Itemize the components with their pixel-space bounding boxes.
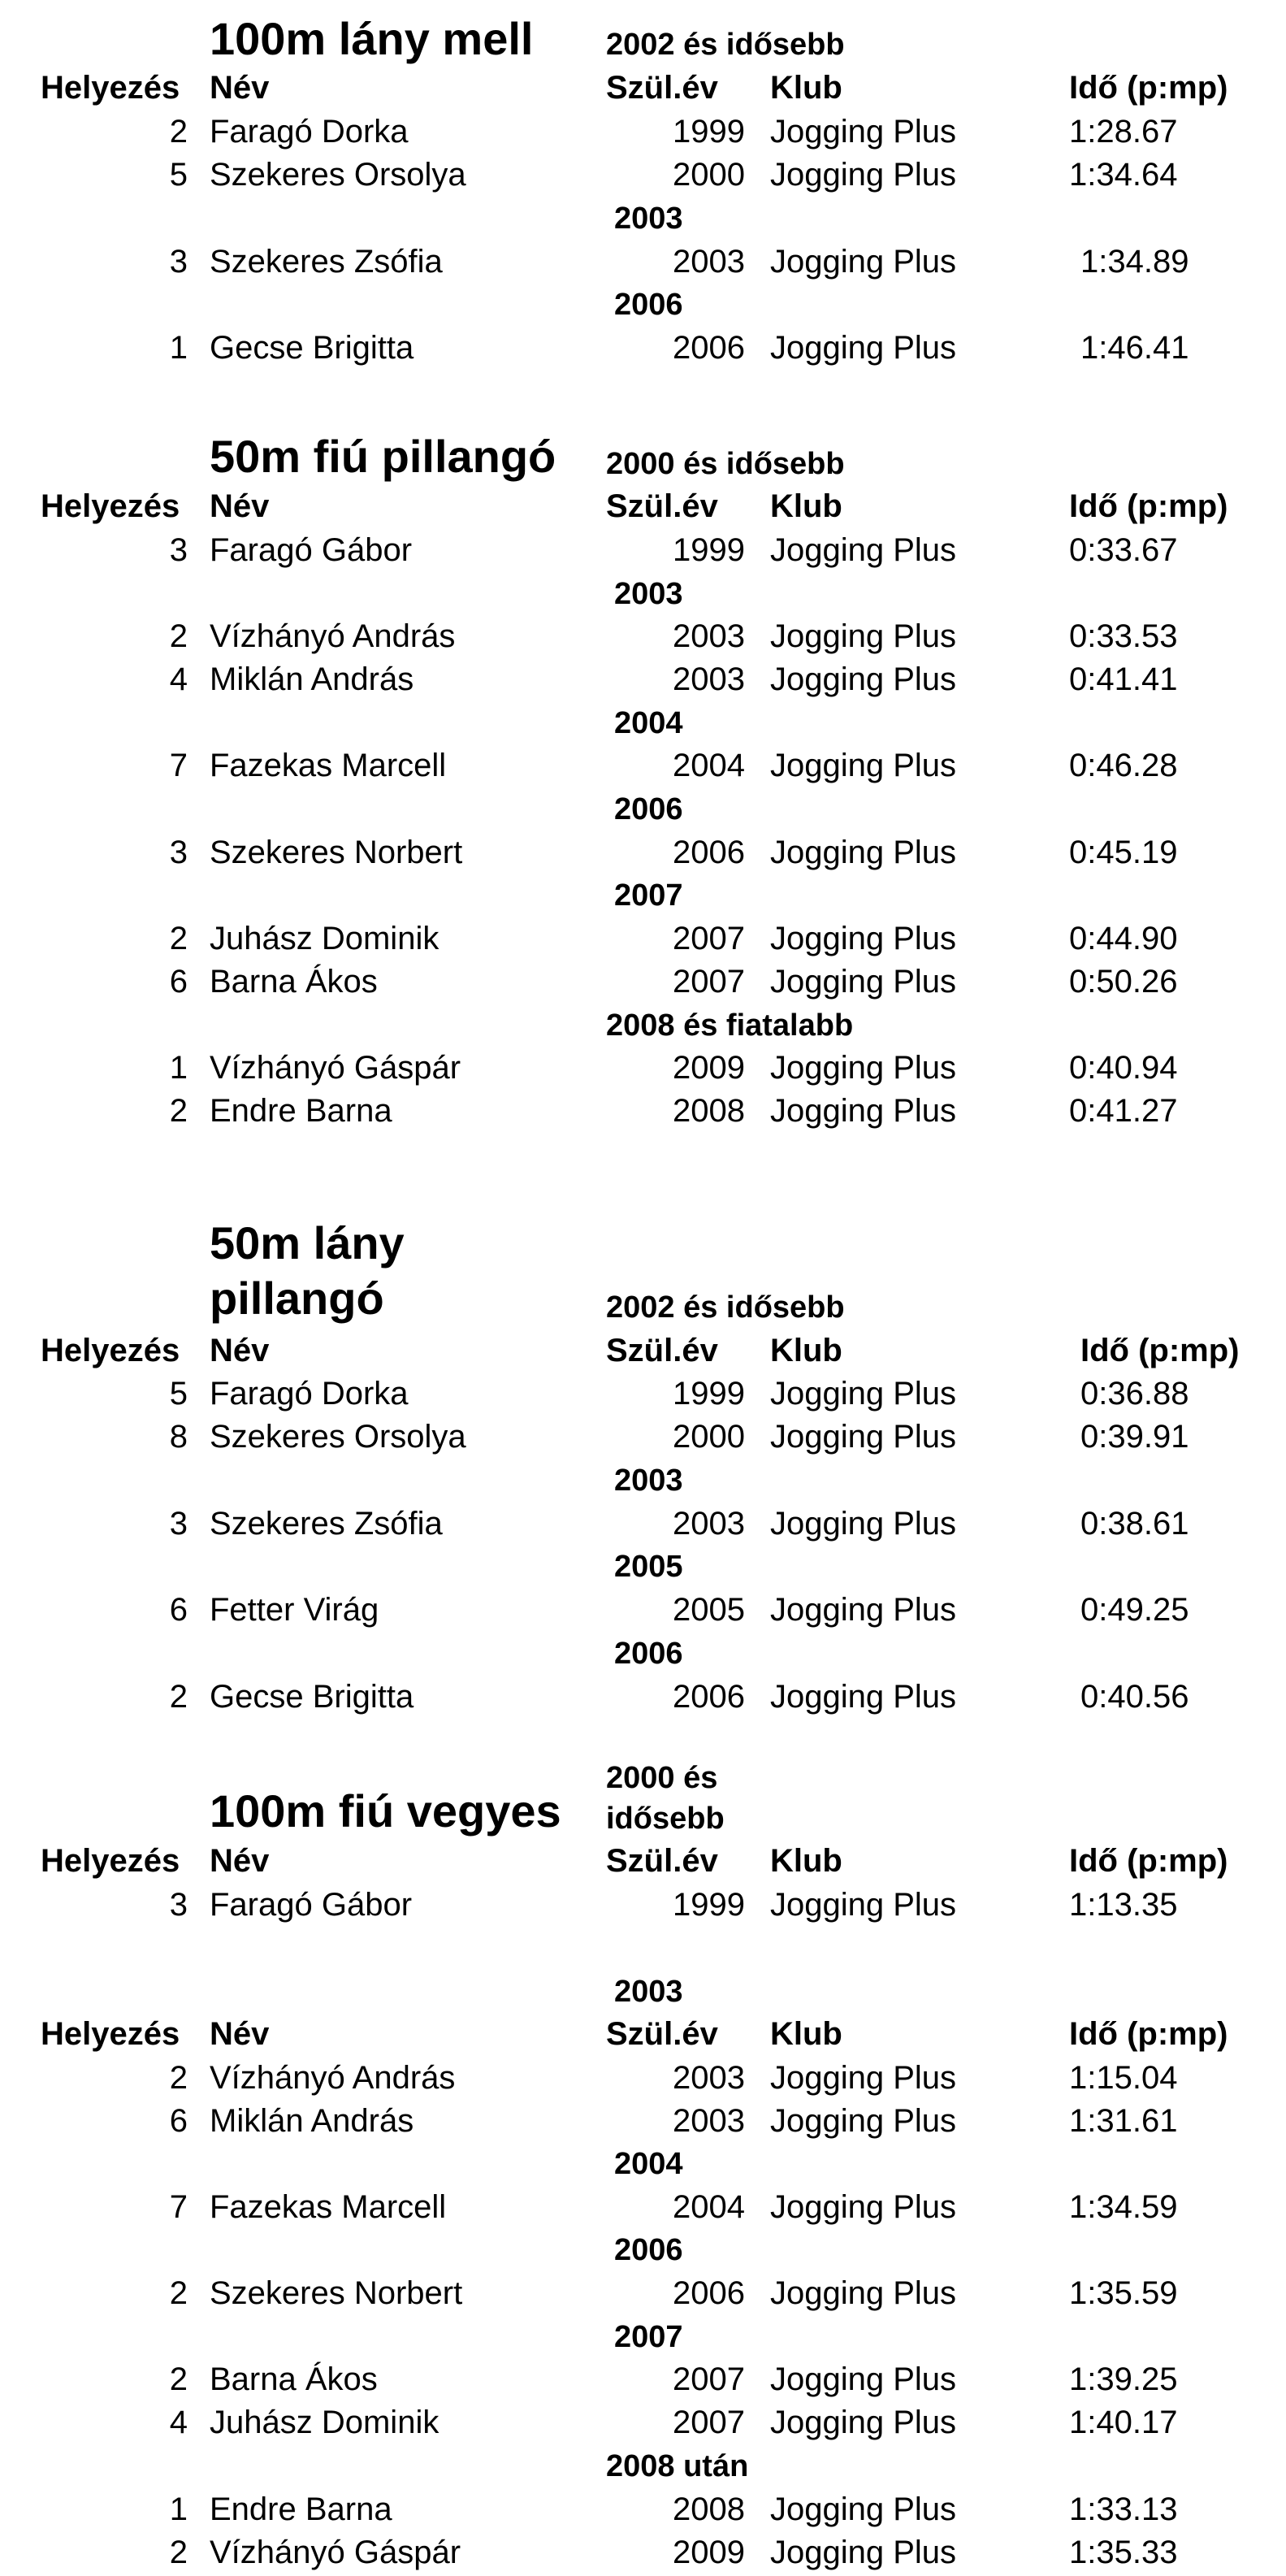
header-name: Név — [210, 70, 270, 106]
category-label: 2003 — [614, 1464, 683, 1498]
row-year: 2006 — [673, 835, 745, 870]
row-place: 4 — [169, 2405, 188, 2440]
row-place: 6 — [169, 964, 188, 1000]
row-name: Faragó Gábor — [210, 532, 413, 568]
row-name: Fazekas Marcell — [210, 748, 447, 783]
row-year: 2005 — [673, 1592, 745, 1628]
header-name: Név — [210, 488, 270, 524]
row-place: 3 — [169, 1506, 188, 1542]
category-label: 2007 — [614, 878, 683, 913]
header-name: Név — [210, 1333, 270, 1368]
header-placement: Helyezés — [41, 488, 180, 524]
row-place: 2 — [169, 1679, 188, 1715]
row-place: 3 — [169, 835, 188, 870]
row-time: 1:28.67 — [1069, 114, 1178, 150]
row-name: Szekeres Norbert — [210, 2275, 463, 2311]
row-place: 3 — [169, 532, 188, 568]
row-time: 0:33.53 — [1069, 618, 1178, 654]
header-name: Név — [210, 2016, 270, 2052]
row-name: Szekeres Orsolya — [210, 1419, 466, 1455]
row-name: Vízhányó Gáspár — [210, 1050, 461, 1086]
category-label: 2002 és idősebb — [606, 1290, 845, 1325]
row-place: 5 — [169, 157, 188, 193]
row-time: 1:34.89 — [1080, 244, 1189, 280]
row-year: 2006 — [673, 2275, 745, 2311]
row-time: 0:33.67 — [1069, 532, 1178, 568]
row-year: 1999 — [673, 532, 745, 568]
row-name: Miklán András — [210, 661, 414, 697]
row-name: Szekeres Zsófia — [210, 1506, 443, 1542]
row-place: 7 — [169, 2189, 188, 2225]
row-club: Jogging Plus — [770, 1093, 957, 1129]
header-birth-year: Szül.év — [606, 1333, 718, 1368]
row-time: 0:39.91 — [1080, 1419, 1189, 1455]
row-club: Jogging Plus — [770, 1592, 957, 1628]
row-name: Szekeres Orsolya — [210, 157, 466, 193]
row-place: 6 — [169, 1592, 188, 1628]
header-birth-year: Szül.év — [606, 2016, 718, 2052]
row-time: 1:46.41 — [1080, 330, 1189, 366]
row-name: Szekeres Zsófia — [210, 244, 443, 280]
header-club: Klub — [770, 1843, 842, 1879]
row-year: 2000 — [673, 1419, 745, 1455]
row-time: 1:40.17 — [1069, 2405, 1178, 2440]
category-label: 2008 és fiatalabb — [606, 1008, 854, 1043]
category-label: 2003 — [614, 1975, 683, 2009]
row-place: 2 — [169, 1093, 188, 1129]
row-place: 2 — [169, 921, 188, 956]
row-time: 1:15.04 — [1069, 2060, 1178, 2096]
row-time: 0:49.25 — [1080, 1592, 1189, 1628]
row-place: 1 — [169, 2491, 188, 2527]
header-time: Idő (p:mp) — [1069, 2016, 1228, 2052]
row-year: 2007 — [673, 2405, 745, 2440]
header-name: Név — [210, 1843, 270, 1879]
row-club: Jogging Plus — [770, 921, 957, 956]
row-club: Jogging Plus — [770, 1376, 957, 1412]
row-club: Jogging Plus — [770, 2060, 957, 2096]
row-year: 2008 — [673, 1093, 745, 1129]
row-club: Jogging Plus — [770, 244, 957, 280]
category-label: 2003 — [614, 202, 683, 236]
row-name: Miklán András — [210, 2103, 414, 2139]
row-name: Gecse Brigitta — [210, 330, 414, 366]
row-name: Vízhányó András — [210, 618, 456, 654]
row-club: Jogging Plus — [770, 1050, 957, 1086]
header-time: Idő (p:mp) — [1069, 488, 1228, 524]
row-club: Jogging Plus — [770, 1887, 957, 1923]
row-place: 2 — [169, 618, 188, 654]
category-label: 2002 és idősebb — [606, 28, 845, 62]
row-year: 2003 — [673, 2103, 745, 2139]
row-name: Endre Barna — [210, 2491, 392, 2527]
row-club: Jogging Plus — [770, 532, 957, 568]
row-name: Vízhányó András — [210, 2060, 456, 2096]
row-time: 0:50.26 — [1069, 964, 1178, 1000]
row-place: 3 — [169, 1887, 188, 1923]
category-label-line2: idősebb — [606, 1802, 725, 1836]
category-label: 2006 — [614, 1637, 683, 1671]
row-club: Jogging Plus — [770, 2491, 957, 2527]
row-place: 3 — [169, 244, 188, 280]
row-time: 1:39.25 — [1069, 2361, 1178, 2397]
row-year: 1999 — [673, 1376, 745, 1412]
row-club: Jogging Plus — [770, 330, 957, 366]
row-place: 2 — [169, 114, 188, 150]
row-year: 2008 — [673, 2491, 745, 2527]
row-time: 0:40.94 — [1069, 1050, 1178, 1086]
category-label: 2005 — [614, 1550, 683, 1584]
row-place: 2 — [169, 2275, 188, 2311]
row-year: 2003 — [673, 1506, 745, 1542]
row-year: 2004 — [673, 2189, 745, 2225]
row-club: Jogging Plus — [770, 748, 957, 783]
row-time: 1:35.33 — [1069, 2535, 1178, 2570]
header-birth-year: Szül.év — [606, 70, 718, 106]
row-club: Jogging Plus — [770, 1506, 957, 1542]
row-club: Jogging Plus — [770, 157, 957, 193]
row-year: 2007 — [673, 2361, 745, 2397]
row-time: 0:41.27 — [1069, 1093, 1178, 1129]
row-name: Szekeres Norbert — [210, 835, 463, 870]
header-placement: Helyezés — [41, 2016, 180, 2052]
row-place: 6 — [169, 2103, 188, 2139]
category-label-line1: 2000 és — [606, 1761, 718, 1795]
header-club: Klub — [770, 488, 842, 524]
header-time: Idő (p:mp) — [1069, 70, 1228, 106]
row-name: Vízhányó Gáspár — [210, 2535, 461, 2570]
header-birth-year: Szül.év — [606, 1843, 718, 1879]
category-label: 2006 — [614, 2233, 683, 2267]
header-placement: Helyezés — [41, 1843, 180, 1879]
header-time: Idő (p:mp) — [1069, 1843, 1228, 1879]
header-time: Idő (p:mp) — [1080, 1333, 1240, 1368]
row-place: 1 — [169, 330, 188, 366]
row-year: 2003 — [673, 661, 745, 697]
row-place: 2 — [169, 2361, 188, 2397]
row-name: Faragó Dorka — [210, 114, 409, 150]
row-time: 1:13.35 — [1069, 1887, 1178, 1923]
row-name: Endre Barna — [210, 1093, 392, 1129]
row-time: 0:38.61 — [1080, 1506, 1189, 1542]
row-name: Fazekas Marcell — [210, 2189, 447, 2225]
row-club: Jogging Plus — [770, 835, 957, 870]
header-placement: Helyezés — [41, 70, 180, 106]
row-year: 2007 — [673, 921, 745, 956]
row-name: Faragó Gábor — [210, 1887, 413, 1923]
row-year: 1999 — [673, 1887, 745, 1923]
row-year: 2003 — [673, 2060, 745, 2096]
header-club: Klub — [770, 70, 842, 106]
category-label: 2006 — [614, 288, 683, 322]
row-club: Jogging Plus — [770, 2189, 957, 2225]
row-time: 1:33.13 — [1069, 2491, 1178, 2527]
row-place: 2 — [169, 2535, 188, 2570]
category-label: 2006 — [614, 792, 683, 826]
row-year: 2006 — [673, 1679, 745, 1715]
row-year: 1999 — [673, 114, 745, 150]
category-label: 2004 — [614, 2147, 683, 2181]
row-place: 5 — [169, 1376, 188, 1412]
row-year: 2006 — [673, 330, 745, 366]
category-label: 2007 — [614, 2320, 683, 2354]
row-name: Barna Ákos — [210, 2361, 378, 2397]
event-title: 100m lány mell — [210, 13, 534, 64]
row-club: Jogging Plus — [770, 2535, 957, 2570]
row-place: 2 — [169, 2060, 188, 2096]
row-club: Jogging Plus — [770, 1679, 957, 1715]
row-club: Jogging Plus — [770, 2405, 957, 2440]
row-club: Jogging Plus — [770, 618, 957, 654]
row-year: 2000 — [673, 157, 745, 193]
header-club: Klub — [770, 2016, 842, 2052]
row-name: Faragó Dorka — [210, 1376, 409, 1412]
row-time: 0:36.88 — [1080, 1376, 1189, 1412]
row-name: Juhász Dominik — [210, 921, 439, 956]
row-name: Gecse Brigitta — [210, 1679, 414, 1715]
row-year: 2004 — [673, 748, 745, 783]
row-time: 0:44.90 — [1069, 921, 1178, 956]
row-place: 1 — [169, 1050, 188, 1086]
row-year: 2003 — [673, 618, 745, 654]
row-time: 1:34.64 — [1069, 157, 1178, 193]
row-time: 1:31.61 — [1069, 2103, 1178, 2139]
category-label: 2004 — [614, 706, 683, 740]
row-name: Barna Ákos — [210, 964, 378, 1000]
event-title-line1: 50m lány — [210, 1217, 405, 1268]
header-placement: Helyezés — [41, 1333, 180, 1368]
row-year: 2003 — [673, 244, 745, 280]
row-club: Jogging Plus — [770, 114, 957, 150]
row-place: 7 — [169, 748, 188, 783]
row-club: Jogging Plus — [770, 964, 957, 1000]
row-club: Jogging Plus — [770, 1419, 957, 1455]
row-time: 1:34.59 — [1069, 2189, 1178, 2225]
event-title: 50m fiú pillangó — [210, 431, 556, 482]
row-club: Jogging Plus — [770, 661, 957, 697]
header-club: Klub — [770, 1333, 842, 1368]
row-year: 2009 — [673, 1050, 745, 1086]
row-time: 1:35.59 — [1069, 2275, 1178, 2311]
row-time: 0:41.41 — [1069, 661, 1178, 697]
category-label: 2003 — [614, 577, 683, 611]
row-time: 0:45.19 — [1069, 835, 1178, 870]
row-name: Juhász Dominik — [210, 2405, 439, 2440]
event-title: 100m fiú vegyes — [210, 1785, 561, 1837]
row-club: Jogging Plus — [770, 2103, 957, 2139]
row-name: Fetter Virág — [210, 1592, 379, 1628]
row-club: Jogging Plus — [770, 2361, 957, 2397]
row-year: 2007 — [673, 964, 745, 1000]
row-club: Jogging Plus — [770, 2275, 957, 2311]
header-birth-year: Szül.év — [606, 488, 718, 524]
row-place: 4 — [169, 661, 188, 697]
row-time: 0:46.28 — [1069, 748, 1178, 783]
event-title-line2: pillangó — [210, 1273, 384, 1324]
row-place: 8 — [169, 1419, 188, 1455]
row-time: 0:40.56 — [1080, 1679, 1189, 1715]
category-label: 2008 után — [606, 2449, 749, 2483]
category-label: 2000 és idősebb — [606, 447, 845, 481]
row-year: 2009 — [673, 2535, 745, 2570]
